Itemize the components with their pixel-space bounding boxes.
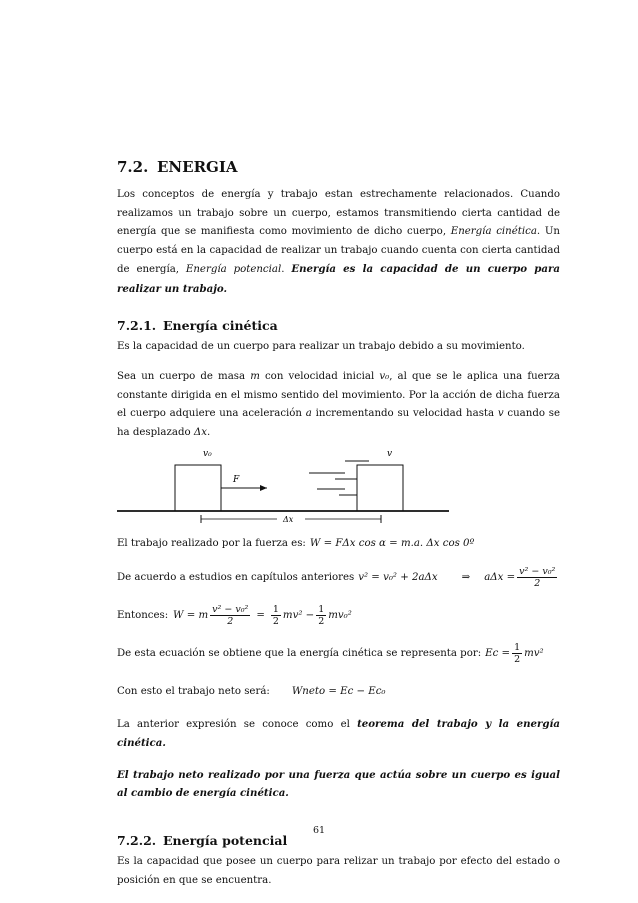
force-arrow-head [260, 485, 267, 491]
adx-fraction [517, 566, 557, 589]
equals-sign: = [256, 610, 265, 622]
symbol-a: a [305, 408, 312, 420]
numerator: 1 [272, 604, 279, 616]
ec-fraction [512, 642, 522, 665]
section-number: 7.2. [117, 158, 149, 176]
net-work-line [117, 681, 560, 703]
numerator: v² − v₀² [519, 566, 556, 578]
previous-text: De acuerdo a estudios en capítulos anteriores [117, 572, 355, 584]
symbol-m: m [250, 371, 260, 383]
section-name: ENERGIA [157, 158, 238, 176]
symbol-dx: Δx. [193, 426, 211, 438]
subsection-number: 7.2.1. [117, 317, 157, 333]
denominator: 2 [272, 616, 279, 628]
previous-equation-line [117, 563, 560, 593]
block-final [357, 465, 403, 511]
text-segment: , al que se le aplica una fuerza constante dirigida en el mismo sentido del movimiento. Por la acción de dicha fuerza el cuerpo adquiere una aceleración [117, 371, 560, 420]
then-mv2: mv² − [282, 610, 315, 622]
energy-definition: Energía es la capacidad de un cuerpo para realizar un trabajo. [117, 263, 560, 295]
text-segment: incrementando su velocidad hasta [311, 408, 498, 420]
then-lhs: W = m [173, 610, 209, 622]
subsection-number: 7.2.2. [117, 832, 157, 848]
page-number: 61 [312, 825, 326, 836]
intro-text: Los conceptos de energía y trabajo estan estrechamente relacionados. Cuando realizamos un trabajo sobre un cuerpo, estamos transmitiendo cierta cantidad de energía que se manifiesta como movimiento de dicho cuerpo, [117, 189, 560, 238]
numerator: 1 [318, 604, 325, 616]
symbol-v0: v₀ [379, 371, 390, 383]
then-equation-line [117, 601, 560, 631]
work-equation: W = FΔx cos α = m.a. Δx cos 0º [309, 538, 475, 550]
work-text: El trabajo realizado por la fuerza es: [117, 538, 306, 550]
text-segment: cuando se ha desplazado [117, 408, 561, 438]
intro-text-3: . [281, 264, 292, 276]
half-fraction [271, 604, 281, 627]
theorem-name: teorema del trabajo y la energía cinética. [117, 717, 560, 750]
adx-lhs: aΔx = [484, 572, 516, 584]
text-segment: Sea un cuerpo de masa [117, 371, 251, 383]
then-mv02: mv₀² [328, 610, 352, 622]
label-v0: v₀ [203, 448, 212, 459]
motion-diagram-svg [117, 449, 560, 523]
subsection-name: Energía cinética [163, 317, 278, 333]
ec-rhs: mv² [524, 648, 544, 660]
net-text: Con esto el trabajo neto será: [117, 686, 270, 698]
label-v: v [387, 448, 393, 459]
then-label: Entonces: [117, 610, 169, 622]
potential-definition: Es la capacidad que posee un cuerpo para relizar un trabajo por efecto del estado o posición en que se encuentra. [117, 855, 560, 886]
intro-paragraph [117, 186, 560, 300]
then-fraction [210, 604, 250, 627]
motion-diagram [117, 449, 560, 523]
section-title [117, 158, 560, 176]
intro-text-2: . Un cuerpo está en la capacidad de realizar un trabajo cuando cuenta con cierta cantidad de energía, [117, 226, 560, 276]
work-equation-line [117, 533, 560, 555]
net-work-equation: Wneto = Ec − Ec₀ [291, 686, 386, 698]
text-segment: con velocidad inicial [259, 371, 380, 383]
implies-arrow: ⇒ [461, 572, 471, 584]
block-initial [175, 465, 221, 511]
denominator: 2 [227, 616, 234, 628]
kinetic-paragraph [117, 368, 560, 442]
symbol-v: v [497, 408, 504, 420]
term-potential: Energía potencial [185, 264, 282, 276]
numerator: 1 [514, 642, 521, 654]
label-dx: Δx [283, 514, 294, 523]
term-kinetic: Energía cinética [450, 226, 537, 238]
content [117, 158, 560, 890]
subsection-title-kinetic [117, 318, 560, 333]
theorem-statement: El trabajo neto realizado por una fuerza que actúa sobre un cuerpo es igual al cambio de energía cinética. [117, 768, 560, 800]
half-fraction [316, 604, 326, 627]
denominator: 2 [534, 578, 541, 590]
theorem-paragraph [117, 715, 560, 754]
subsection-name: Energía potencial [163, 832, 288, 848]
theorem-pre: La anterior expresión se conoce como el [117, 718, 358, 730]
kinetic-definition: Es la capacidad de un cuerpo para realizar un trabajo debido a su movimiento. [117, 340, 525, 352]
kinematics-equation: v² = v₀² + 2aΔx [358, 572, 438, 584]
numerator: v² − v₀² [212, 604, 249, 616]
ec-lhs: Ec = [485, 648, 511, 660]
denominator: 2 [514, 654, 521, 666]
ec-text: De esta ecuación se obtiene que la energía cinética se representa por: [117, 648, 482, 660]
kinetic-energy-line [117, 639, 560, 669]
label-F: F [233, 474, 240, 485]
denominator: 2 [318, 616, 325, 628]
